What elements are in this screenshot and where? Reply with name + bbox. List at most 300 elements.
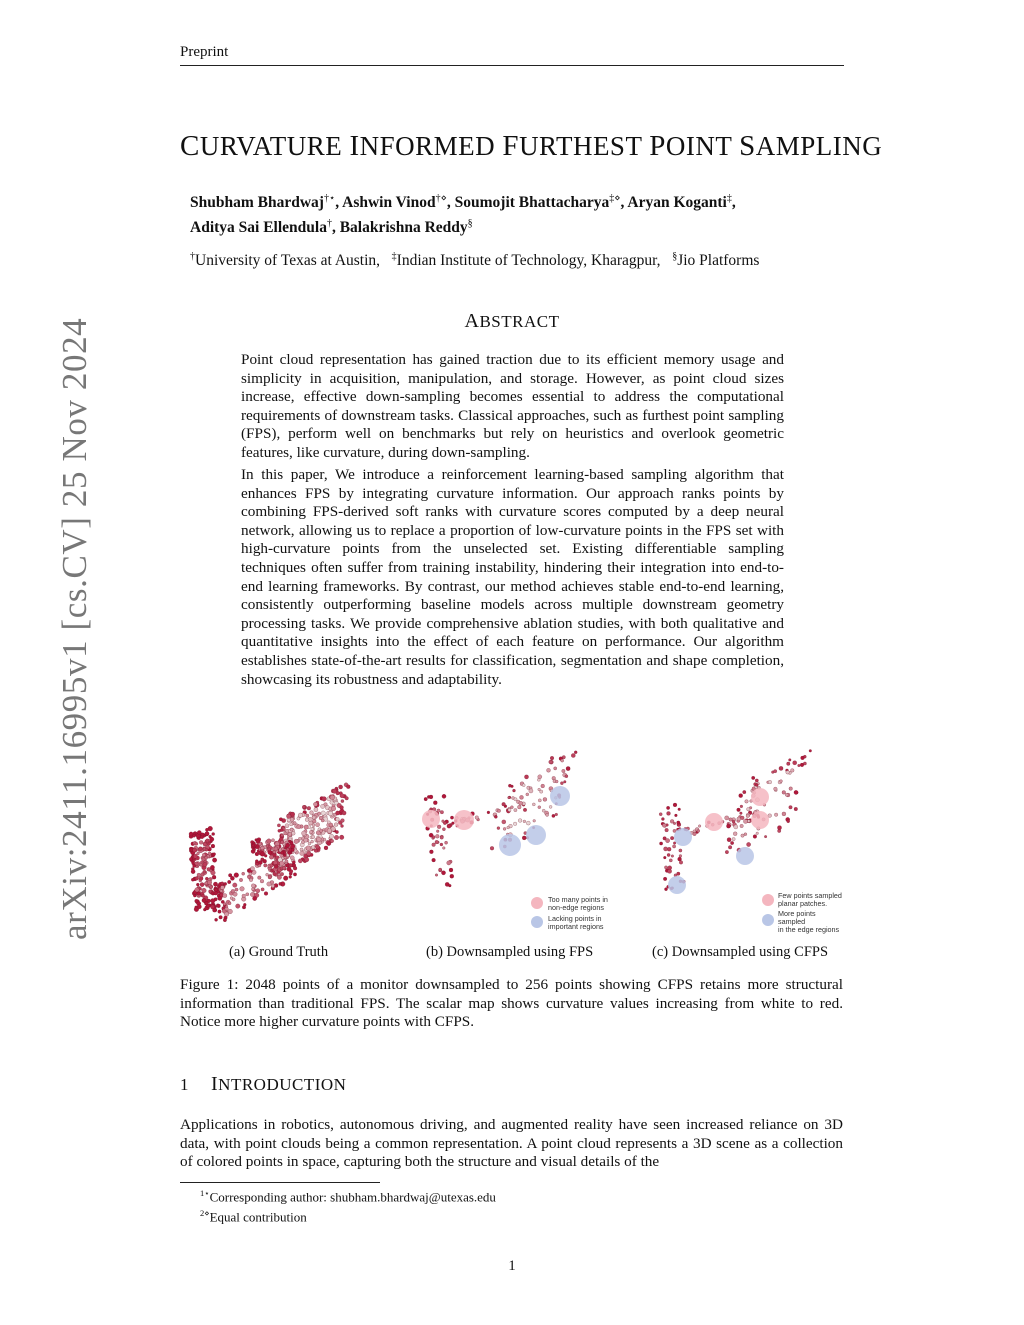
running-header: Preprint [180,44,229,60]
author-mark: ‡ [726,193,732,204]
point-marker [289,875,292,878]
point-marker [739,794,743,798]
point-marker [197,905,201,909]
point-marker [197,873,201,877]
point-marker [224,912,229,917]
affiliation-mark: † [190,251,195,262]
point-marker [206,839,210,843]
point-marker [520,795,524,799]
point-marker [574,751,577,754]
point-marker [324,846,328,850]
point-marker [212,875,216,879]
point-marker [298,859,302,863]
point-marker [429,850,433,854]
point-marker [745,800,749,804]
legend-text: non-edge regions [548,903,604,912]
point-marker [526,821,530,825]
point-marker [292,861,295,864]
blue-highlight-circle [499,834,521,856]
point-marker [213,908,217,912]
point-marker [755,784,758,787]
footnote-2 [200,1208,307,1225]
point-marker [782,791,786,795]
point-marker [670,836,674,840]
point-marker [306,846,311,851]
point-marker [290,856,294,860]
point-marker [561,759,564,762]
point-marker [225,907,229,911]
point-marker [205,848,208,851]
point-marker [790,769,794,773]
point-marker [191,870,195,874]
author-name: Ashwin Vinod [342,194,436,212]
point-marker [340,806,344,810]
abstract-heading [0,310,1024,333]
point-marker [798,764,801,767]
author-name: Balakrishna Reddy [339,219,468,237]
point-marker [529,789,533,793]
point-marker [288,840,291,843]
point-marker [273,872,277,876]
point-marker [334,835,339,840]
point-marker [475,816,479,820]
point-marker [311,827,314,830]
point-marker [292,864,296,868]
point-marker [243,903,246,906]
point-marker [311,840,314,843]
point-marker [221,882,224,885]
point-marker [740,824,744,828]
title-cap: P [649,130,666,162]
point-marker [679,854,682,857]
title-rest: OINT [665,131,732,161]
point-marker [779,766,783,770]
point-marker [786,770,790,774]
point-marker [281,834,284,837]
point-marker [667,811,671,815]
point-marker [732,820,735,823]
point-marker [789,759,792,762]
point-marker [787,762,791,766]
point-marker [219,916,223,920]
point-marker [547,768,551,772]
abstract-heading-cap: A [464,310,480,332]
arxiv-stamp: arXiv:2411.16995v1 [cs.CV] 25 Nov 2024 [55,317,94,940]
legend-text: More points [778,909,816,918]
legend-text: Lacking points in [548,914,602,923]
affiliation-mark: § [672,251,678,262]
point-marker [543,797,547,801]
footnote-text: Equal contribution [209,1209,307,1225]
point-marker [213,853,216,856]
point-marker [443,821,446,824]
affiliation-mark: ‡ [391,251,397,262]
point-marker [339,785,343,789]
point-marker [549,760,553,764]
point-marker [447,824,451,828]
point-marker [764,835,767,838]
point-marker [282,866,286,870]
legend-text: planar patches. [778,899,828,908]
point-marker [789,787,793,791]
point-marker [195,842,198,845]
point-marker [240,887,245,892]
point-marker [751,776,754,779]
point-marker [668,869,672,873]
point-marker [507,826,510,829]
pink-highlight-circle [751,788,769,806]
point-marker [203,870,206,873]
point-marker [220,885,224,889]
point-marker [274,847,278,851]
point-marker [193,848,197,852]
point-marker [203,863,207,867]
point-marker [667,853,670,856]
author-mark: ‡⋄ [609,193,621,204]
legend-text: Few points sampled at [778,891,844,900]
point-marker [733,832,737,836]
point-marker [487,811,490,814]
point-marker [542,809,545,812]
point-marker [306,814,309,817]
point-marker [304,825,308,829]
point-marker [440,836,443,839]
point-marker [279,818,282,821]
point-marker [255,852,259,856]
point-marker [346,785,350,789]
point-marker [322,797,327,802]
point-marker [210,898,215,903]
point-marker [250,867,254,871]
legend-text: important regions [548,922,604,931]
point-marker [554,767,557,770]
affiliations [190,251,759,270]
point-marker [435,834,439,838]
point-marker [532,803,535,806]
pink-highlight-circle [751,811,769,829]
point-marker [664,866,667,869]
point-marker [285,824,289,828]
point-marker [664,888,667,891]
point-marker [502,802,506,806]
header-rule [180,65,844,66]
point-marker [673,822,676,825]
point-marker [679,849,682,852]
cfps-legend [762,891,844,934]
author-name: Shubham Bhardwaj [190,194,324,212]
affiliation-name: Jio Platforms [677,252,760,270]
point-marker [307,806,311,810]
point-marker [209,837,214,842]
point-marker [340,794,344,798]
point-marker [227,880,230,883]
point-marker [756,832,759,835]
point-marker [522,836,526,840]
point-marker [279,882,282,885]
point-marker [198,847,202,851]
point-marker [787,820,790,823]
point-marker [667,847,671,851]
point-marker [664,847,668,851]
point-marker [659,813,662,816]
page-number: 1 [508,1258,516,1274]
point-marker [264,892,268,896]
point-marker [560,782,563,785]
fps-point-cloud [424,751,577,887]
point-marker [321,819,324,822]
point-marker [737,808,741,812]
point-marker [519,801,523,805]
point-marker [239,878,242,881]
point-marker [274,864,278,868]
point-marker [211,871,216,876]
point-marker [311,835,315,839]
point-marker [740,816,744,820]
point-marker [522,784,525,787]
point-marker [743,819,747,823]
point-marker [727,838,731,842]
point-marker [678,857,682,861]
point-marker [332,789,336,793]
point-marker [672,845,675,848]
point-marker [246,893,249,896]
point-marker [193,864,196,867]
point-marker [335,817,339,821]
point-marker [452,822,455,825]
point-marker [271,839,274,842]
point-marker [445,841,448,844]
point-marker [223,918,226,921]
point-marker [312,824,315,827]
paper-title [180,130,883,163]
point-marker [197,892,201,896]
point-marker [253,848,256,851]
point-marker [728,846,732,850]
point-marker [311,845,315,849]
point-marker [435,840,439,844]
point-marker [297,817,300,820]
point-marker [663,856,666,859]
point-marker [313,802,317,806]
point-marker [789,806,793,810]
point-marker [306,851,311,856]
point-marker [261,888,264,891]
legend-text: sampled [778,917,806,926]
point-marker [218,910,221,913]
point-marker [235,888,238,891]
point-marker [189,858,192,861]
blue-highlight-circle [736,847,754,865]
subcaption-a: (a) Ground Truth [229,944,329,960]
point-marker [263,859,267,863]
point-marker [433,801,437,805]
point-marker [774,770,777,773]
point-marker [290,818,294,822]
point-marker [747,820,750,823]
point-marker [294,839,299,844]
author-sep: , [331,219,340,237]
point-marker [341,819,345,823]
point-marker [540,790,543,793]
point-marker [538,806,541,809]
point-marker [563,780,566,783]
point-marker [800,763,804,767]
figure-caption: Figure 1: 2048 points of a monitor downsampled to 256 points showing CFPS retains more structural information than traditional FPS. The scalar map shows curvature values increasing from white to red. Notice more higher curvature points with CFPS. [180,976,843,1031]
point-marker [801,756,805,760]
point-marker [320,829,323,832]
point-marker [220,890,223,893]
author-name: Aditya Sai Ellendula [190,219,327,237]
point-marker [743,790,746,793]
point-marker [562,769,565,772]
cfps-highlight-circles [668,788,769,894]
point-marker [439,868,442,871]
point-marker [533,819,536,822]
point-marker [288,832,292,836]
point-marker [305,818,309,822]
point-marker [236,904,240,908]
subcaption-c: (c) Downsampled using CFPS [652,944,829,960]
point-marker [697,829,700,832]
pink-highlight-circle [705,813,723,831]
point-marker [785,793,788,796]
point-marker [273,861,277,865]
point-marker [298,813,302,817]
point-marker [448,884,451,887]
point-marker [251,888,254,891]
point-marker [230,897,233,900]
author-mark: § [467,218,473,229]
point-marker [747,807,750,810]
point-marker [330,795,335,800]
point-marker [203,842,207,846]
point-marker [726,824,730,828]
point-marker [661,818,664,821]
point-marker [205,828,208,831]
point-marker [201,833,204,836]
point-marker [212,858,216,862]
point-marker [502,820,506,824]
point-marker [518,819,522,823]
footnote-1 [200,1188,496,1205]
author-mark: †⋄ [435,193,447,204]
point-marker [205,877,208,880]
point-marker [508,796,511,799]
author-line-1 [190,193,830,212]
point-marker [231,889,235,893]
point-marker [205,832,209,836]
title-rest: AMPLING [755,131,883,161]
point-marker [215,918,218,921]
point-marker [673,803,677,807]
point-marker [432,858,436,862]
point-marker [449,868,453,872]
point-marker [286,814,290,818]
point-marker [279,861,284,866]
point-marker [242,872,245,875]
point-marker [678,808,681,811]
point-marker [300,851,305,856]
point-marker [339,835,344,840]
point-marker [677,821,680,824]
cfps-point-cloud [659,749,811,890]
point-marker [280,872,283,875]
point-marker [191,878,194,881]
point-marker [211,844,215,848]
point-marker [435,874,438,877]
author-sep: , [446,194,455,212]
point-marker [442,847,445,850]
point-marker [268,848,271,851]
point-marker [218,896,222,900]
legend-swatch-blue [762,914,774,926]
point-marker [309,830,312,833]
point-marker [782,812,786,816]
point-marker [508,808,511,811]
point-marker [287,867,291,871]
point-marker [440,843,443,846]
point-marker [513,822,517,826]
point-marker [730,841,733,844]
point-marker [320,804,324,808]
point-marker [746,814,749,817]
point-marker [290,828,293,831]
point-marker [317,837,322,842]
point-marker [429,795,433,799]
footnote-rule [180,1182,380,1183]
point-marker [741,834,744,837]
title-rest: URTHEST [519,131,642,161]
point-marker [210,865,214,869]
author-name: Aryan Koganti [627,194,727,212]
point-marker [538,775,542,779]
point-marker [328,811,333,816]
point-marker [571,753,575,757]
point-marker [809,749,812,752]
point-marker [725,816,729,820]
point-marker [314,808,318,812]
point-marker [442,828,445,831]
point-marker [283,876,288,881]
author-sep: , [335,194,343,212]
legend-text: in the edge regions [778,925,840,934]
point-marker [497,809,500,812]
point-marker [199,876,203,880]
point-marker [207,880,212,885]
point-marker [327,841,331,845]
point-marker [737,817,741,821]
point-marker [432,836,435,839]
point-marker [447,861,451,865]
point-marker [755,779,758,782]
point-marker [740,805,743,808]
point-marker [316,823,320,827]
point-marker [663,877,667,881]
point-marker [217,904,221,908]
point-marker [267,839,272,844]
point-marker [541,784,545,788]
point-marker [201,894,204,897]
point-marker [310,811,314,815]
footnote-mark: ⋆ [204,1188,210,1198]
point-marker [205,856,208,859]
author-name: Soumojit Bhattacharya [454,194,610,212]
point-marker [289,864,292,867]
point-marker [523,808,527,812]
ground-truth-point-cloud [189,783,350,922]
point-marker [671,855,674,858]
fps-legend [531,895,608,931]
